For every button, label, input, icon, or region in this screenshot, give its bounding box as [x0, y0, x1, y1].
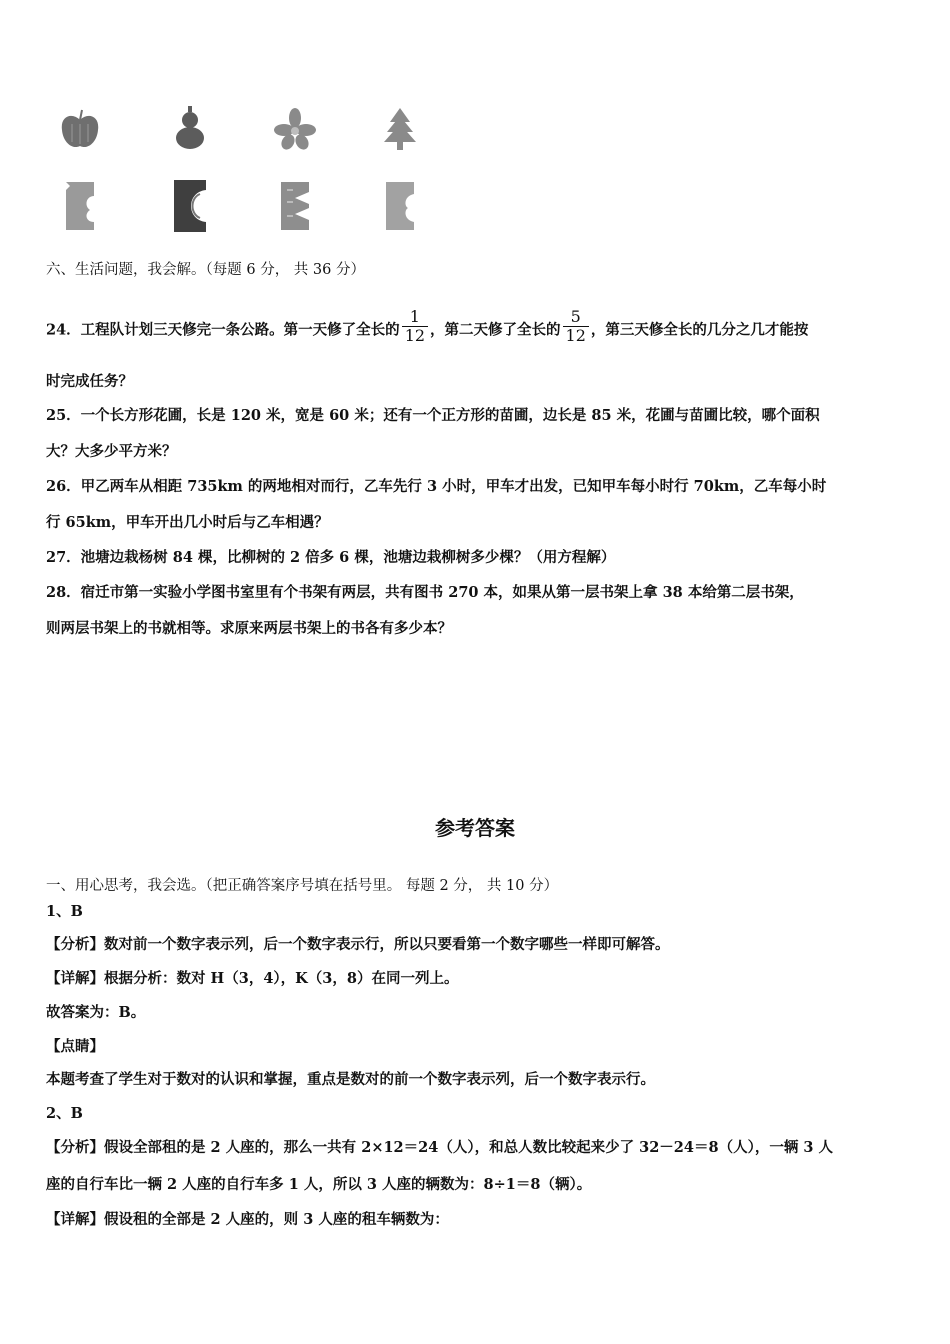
q24-part2: ，第二天修了全长的 [430, 321, 561, 339]
q24-part3: ，第三天修全长的几分之几才能按 [590, 321, 809, 339]
answer-1-detail: 【详解】根据分析：数对 H（3，4），K（3，8）在同一列上。 [46, 970, 459, 987]
section6-heading: 六、生活问题，我会解。（每题 6 分， 共 36 分） [46, 262, 365, 278]
cut-paper-e2-icon [265, 176, 325, 236]
q24-line2: 时完成任务？ [46, 373, 133, 390]
q25-line2: 大？大多少平方米？ [46, 443, 177, 460]
figure-row-bottom [50, 176, 430, 236]
answer-1-comment: 本题考查了学生对于数对的认识和掌握，重点是数对的前一个数字表示列，后一个数字表示行。 [46, 1071, 655, 1088]
q27: 27．池塘边栽杨树 84 棵，比柳树的 2 倍多 6 棵，池塘边栽柳树多少棵？（用方程解） [46, 549, 616, 566]
answer-2: 2、B [46, 1105, 83, 1122]
flower-shape-icon [265, 100, 325, 160]
figure-row-top [50, 100, 430, 160]
apple-shape-icon [50, 100, 110, 160]
cut-paper-e1-icon [50, 176, 110, 236]
answers-section1-heading: 一、用心思考，我会选。（把正确答案序号填在括号里。 每题 2 分， 共 10 分） [46, 878, 559, 894]
q26-line1: 26．甲乙两车从相距 735km 的两地相对而行，乙车先行 3 小时，甲车才出发，已知甲车每小时行 70km，乙车每小时 [46, 478, 827, 495]
fraction-1-12 [402, 308, 428, 345]
answer-1-comment-label: 【点睛】 [46, 1038, 104, 1055]
gourd-shape-icon [160, 100, 220, 160]
q25-line1: 25．一个长方形花圃，长是 120 米，宽是 60 米；还有一个正方形的苗圃，边长是 85 米，花圃与苗圃比较，哪个面积 [46, 407, 820, 424]
fraction-1-denominator: 12 [404, 326, 426, 345]
answers-title: 参考答案 [435, 816, 515, 840]
cut-paper-c-icon [160, 176, 220, 236]
q24-part1: 24．工程队计划三天修完一条公路。第一天修了全长的 [46, 321, 400, 339]
q26-line2: 行 65km，甲车开出几小时后与乙车相遇？ [46, 514, 329, 531]
answer-2-analysis-line2: 座的自行车比一辆 2 人座的自行车多 1 人，所以 3 人座的辆数为：8÷1＝8（辆）。 [46, 1176, 592, 1193]
fraction-2-denominator: 12 [565, 326, 586, 345]
fraction-2-numerator: 5 [563, 308, 589, 327]
answer-2-analysis-line1: 【分析】假设全部租的是 2 人座的，那么一共有 2×12＝24（人），和总人数比较起来少了 32－24＝8（人），一辆 3 人 [46, 1139, 834, 1156]
answer-1-analysis: 【分析】数对前一个数字表示列，后一个数字表示行，所以只要看第一个数字哪些一样即可解答。 [46, 936, 670, 953]
tree-shape-icon [370, 100, 430, 160]
fraction-5-12 [563, 308, 589, 345]
cut-paper-e3-icon [370, 176, 430, 236]
q28-line2: 则两层书架上的书就相等。求原来两层书架上的书各有多少本？ [46, 620, 452, 637]
answer-2-detail: 【详解】假设租的全部是 2 人座的，则 3 人座的租车辆数为： [46, 1211, 449, 1228]
fraction-1-numerator: 1 [402, 308, 428, 327]
question-24 [46, 307, 809, 349]
q28-line1: 28．宿迁市第一实验小学图书室里有个书架有两层，共有图书 270 本，如果从第一层书架上拿 38 本给第二层书架， [46, 584, 804, 601]
answer-1-conclusion: 故答案为：B。 [46, 1004, 146, 1021]
answer-1: 1、B [46, 903, 83, 920]
